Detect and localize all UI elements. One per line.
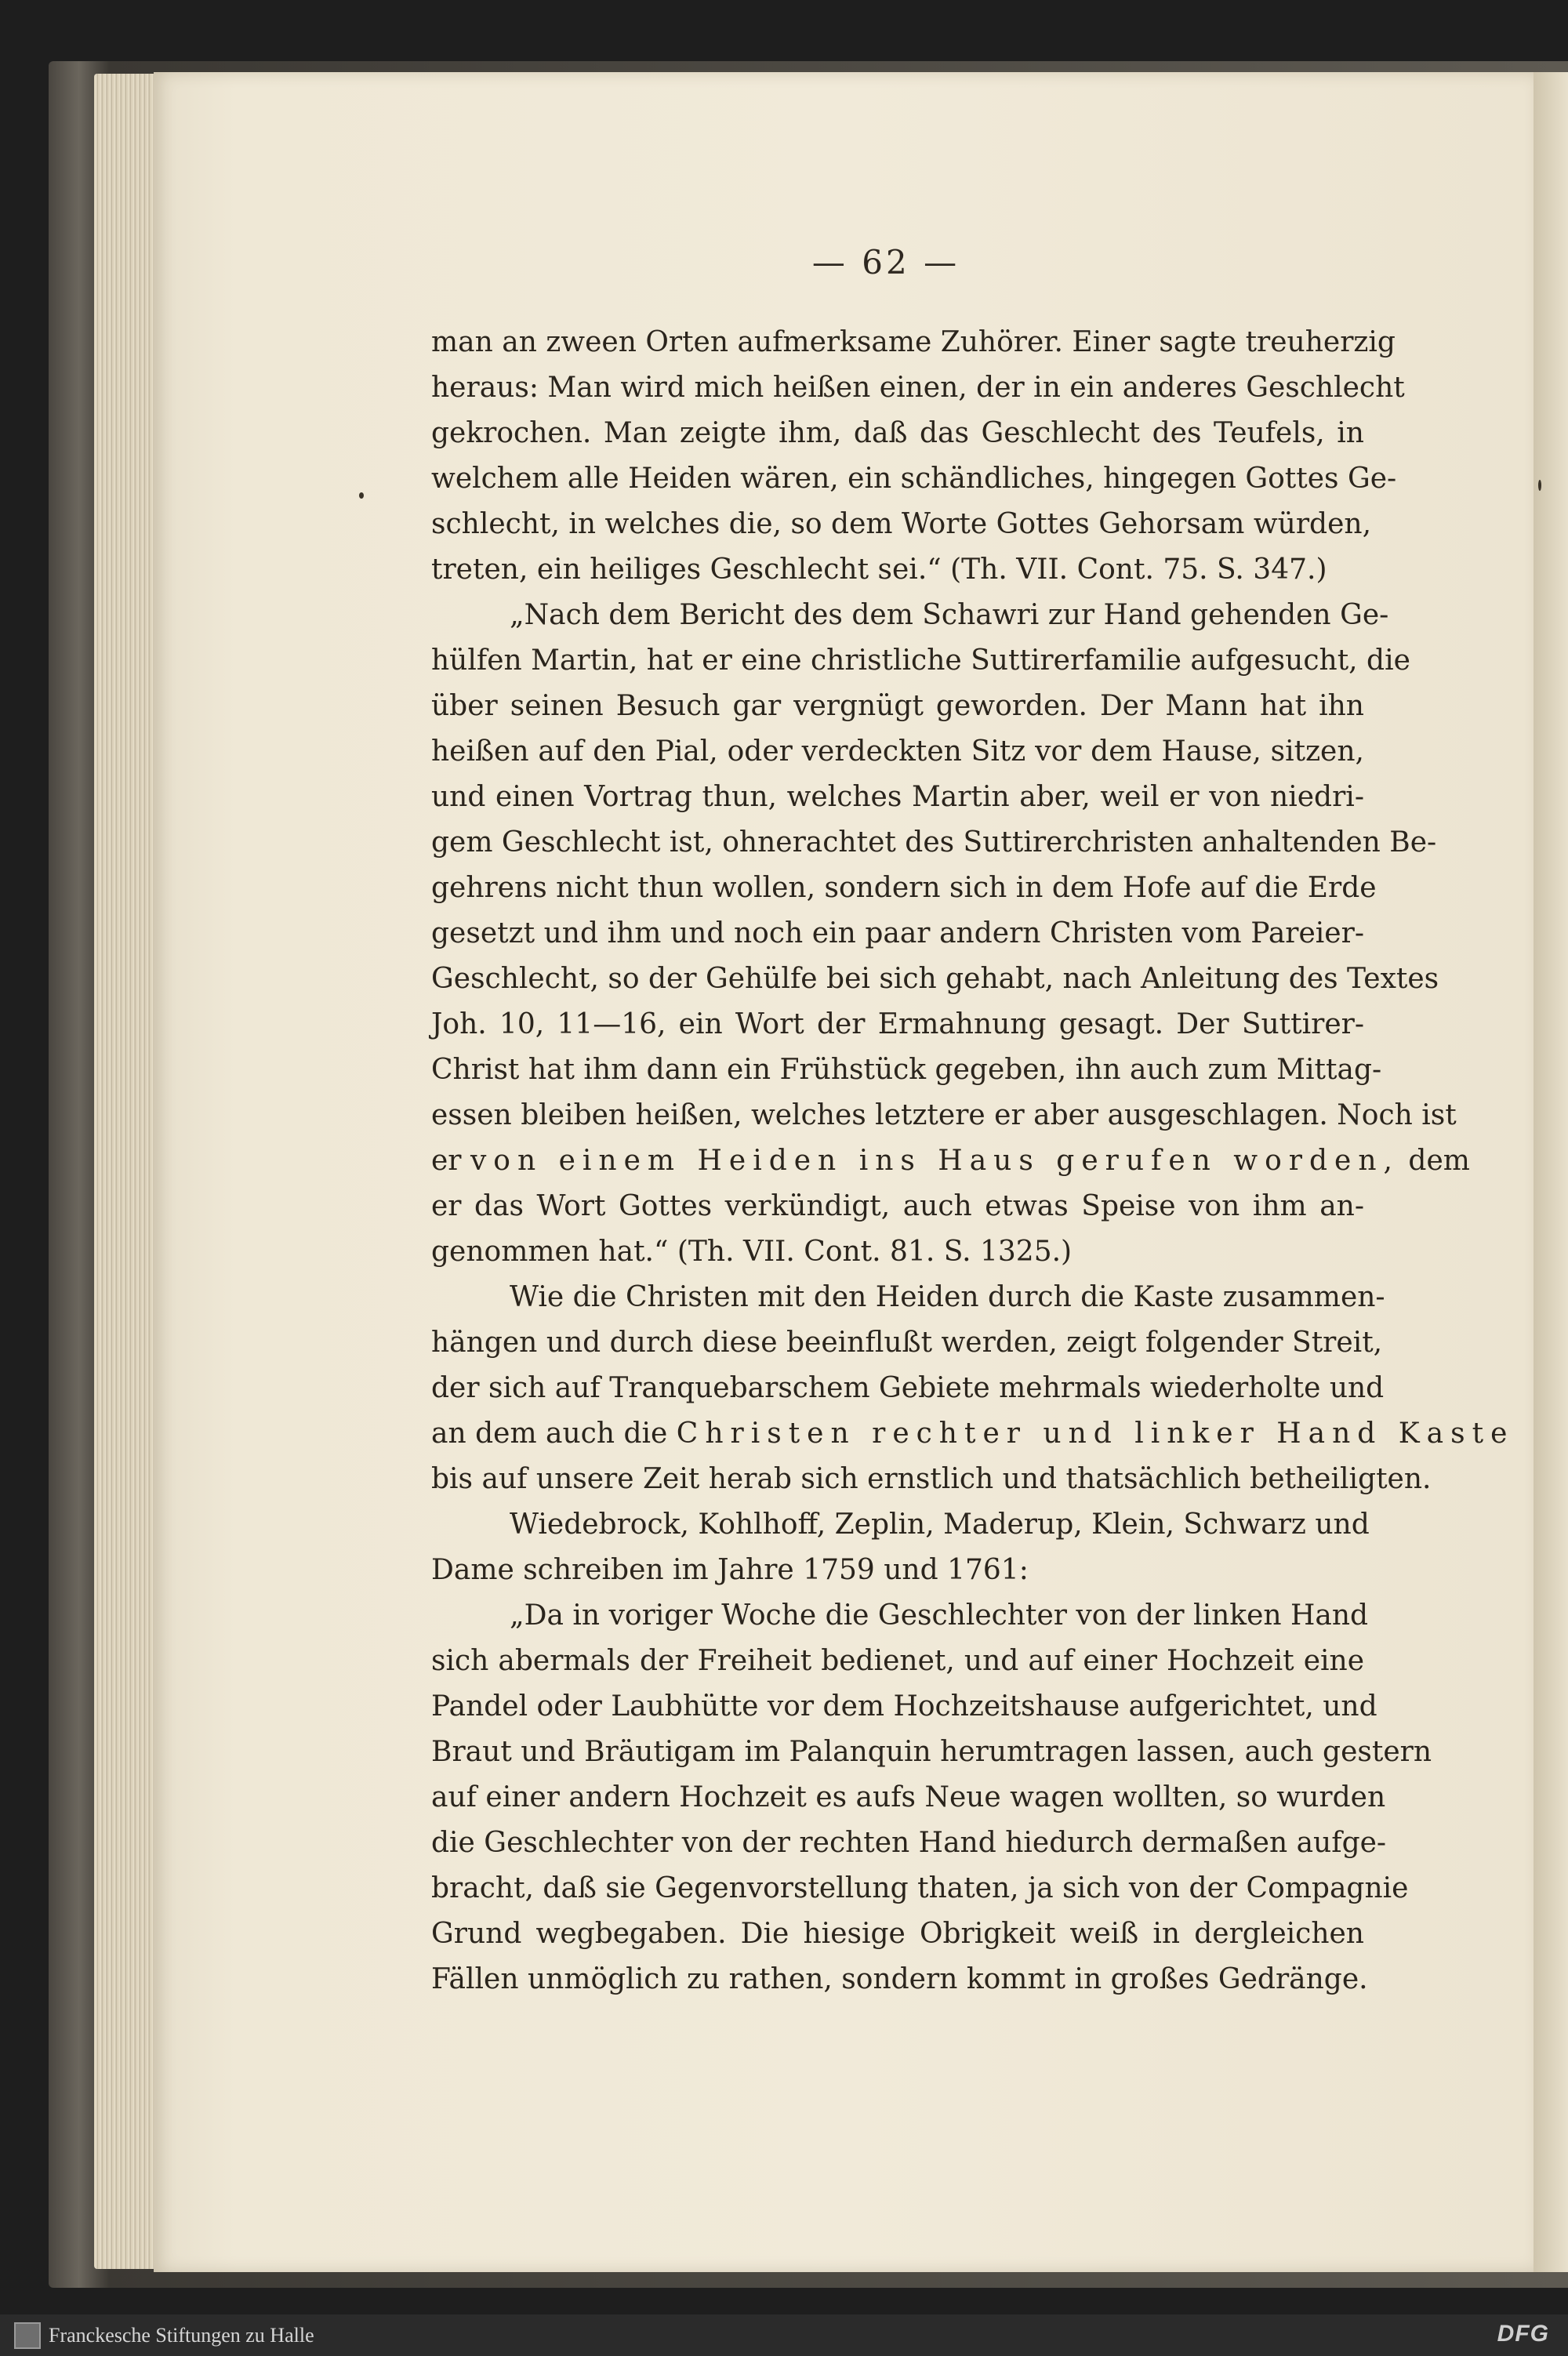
text-line: Dame schreiben im Jahre 1759 und 1761: bbox=[431, 1554, 1029, 1586]
text-line: gehrens nicht thun wollen, sondern sich in dem Hofe auf die Erde bbox=[431, 872, 1377, 904]
text-line: heißen auf den Pial, oder verdeckten Sitz vor dem Hause, sitzen, bbox=[431, 735, 1364, 768]
text-line: Pandel oder Laubhütte vor dem Hochzeitshause aufgerichtet, und bbox=[431, 1690, 1377, 1723]
text-line: Braut und Bräutigam im Palanquin herumtragen lassen, auch gestern bbox=[431, 1736, 1432, 1768]
text-line: sich abermals der Freiheit bedienet, und auf einer Hochzeit eine bbox=[431, 1645, 1364, 1677]
text-line: gem Geschlecht ist, ohnerachtet des Suttirerchristen anhaltenden Be- bbox=[431, 826, 1437, 859]
text-line: essen bleiben heißen, welches letztere er aber ausgeschlagen. Noch ist bbox=[431, 1099, 1457, 1131]
text-run: er bbox=[431, 1145, 470, 1177]
text-line: Joh. 10, 11—16, ein Wort der Ermahnung gesagt. Der Suttirer- bbox=[431, 1008, 1364, 1040]
text-line: auf einer andern Hochzeit es aufs Neue wagen wollten, so wurden bbox=[431, 1781, 1386, 1813]
text-line: gekrochen. Man zeigte ihm, daß das Geschlecht des Teufels, in bbox=[431, 417, 1364, 449]
text-line bbox=[431, 1411, 1515, 1457]
text-line: Fällen unmöglich zu rathen, sondern kommt in großes Gedränge. bbox=[431, 1963, 1368, 1995]
text-line: über seinen Besuch gar vergnügt geworden. Der Mann hat ihn bbox=[431, 690, 1364, 722]
text-line: man an zween Orten aufmerksame Zuhörer. Einer sagte treuherzig bbox=[431, 326, 1396, 358]
text-line: bracht, daß sie Gegenvorstellung thaten, ja sich von der Compagnie bbox=[431, 1872, 1409, 1904]
page-edges bbox=[94, 74, 157, 2269]
text-line: heraus: Man wird mich heißen einen, der in ein anderes Geschlecht bbox=[431, 372, 1405, 404]
ink-speck bbox=[1538, 480, 1541, 491]
institution-logo-icon bbox=[14, 2322, 41, 2349]
page-number: — 62 — bbox=[811, 243, 960, 281]
text-line: „Nach dem Bericht des dem Schawri zur Hand gehenden Ge- bbox=[510, 599, 1389, 631]
text-line: Wiedebrock, Kohlhoff, Zeplin, Maderup, Klein, Schwarz und bbox=[510, 1508, 1370, 1541]
text-line: Grund wegbegaben. Die hiesige Obrigkeit weiß in dergleichen bbox=[431, 1918, 1364, 1950]
text-line: genommen hat.“ (Th. VII. Cont. 81. S. 1325.) bbox=[431, 1236, 1073, 1268]
text-line: der sich auf Tranquebarschem Gebiete mehrmals wiederholte und bbox=[431, 1372, 1385, 1404]
text-line: die Geschlechter von der rechten Hand hiedurch dermaßen aufge- bbox=[431, 1827, 1387, 1859]
dfg-logo: DFG bbox=[1497, 2321, 1549, 2347]
institution-name: Franckesche Stiftungen zu Halle bbox=[49, 2324, 314, 2347]
text-line: „Da in voriger Woche die Geschlechter von der linken Hand bbox=[510, 1599, 1369, 1632]
emphasized-text: von einem Heiden ins Haus gerufen worden, bbox=[470, 1145, 1399, 1177]
text-line: er das Wort Gottes verkündigt, auch etwas Speise von ihm an- bbox=[431, 1190, 1364, 1222]
viewer-footer bbox=[0, 2314, 1568, 2356]
text-line: hülfen Martin, hat er eine christliche Suttirerfamilie aufgesucht, die bbox=[431, 644, 1410, 677]
text-line: Wie die Christen mit den Heiden durch die Kaste zusammen- bbox=[510, 1281, 1385, 1313]
text-line: hängen und durch diese beeinflußt werden, zeigt folgender Streit, bbox=[431, 1327, 1383, 1359]
text-line: Geschlecht, so der Gehülfe bei sich gehabt, nach Anleitung des Textes bbox=[431, 963, 1439, 995]
page-body-text bbox=[431, 320, 1515, 2002]
text-line bbox=[431, 1138, 1470, 1184]
text-line: gesetzt und ihm und noch ein paar andern Christen vom Pareier- bbox=[431, 917, 1364, 949]
emphasized-text: Christen rechter und linker Hand Kaste bbox=[676, 1418, 1515, 1450]
text-line: bis auf unsere Zeit herab sich ernstlich und thatsächlich betheiligten. bbox=[431, 1463, 1432, 1495]
text-line: welchem alle Heiden wären, ein schändliches, hingegen Gottes Ge- bbox=[431, 463, 1397, 495]
text-run: dem bbox=[1399, 1145, 1470, 1177]
text-line: Christ hat ihm dann ein Frühstück gegeben, ihn auch zum Mittag- bbox=[431, 1054, 1382, 1086]
text-run: an dem auch die bbox=[431, 1418, 677, 1450]
text-line: schlecht, in welches die, so dem Worte Gottes Gehorsam würden, bbox=[431, 508, 1372, 540]
facing-page-edge bbox=[1534, 72, 1568, 2272]
text-line: treten, ein heiliges Geschlecht sei.“ (Th. VII. Cont. 75. S. 347.) bbox=[431, 554, 1327, 586]
text-line: und einen Vortrag thun, welches Martin aber, weil er von niedri- bbox=[431, 781, 1364, 813]
ink-speck bbox=[359, 492, 364, 499]
